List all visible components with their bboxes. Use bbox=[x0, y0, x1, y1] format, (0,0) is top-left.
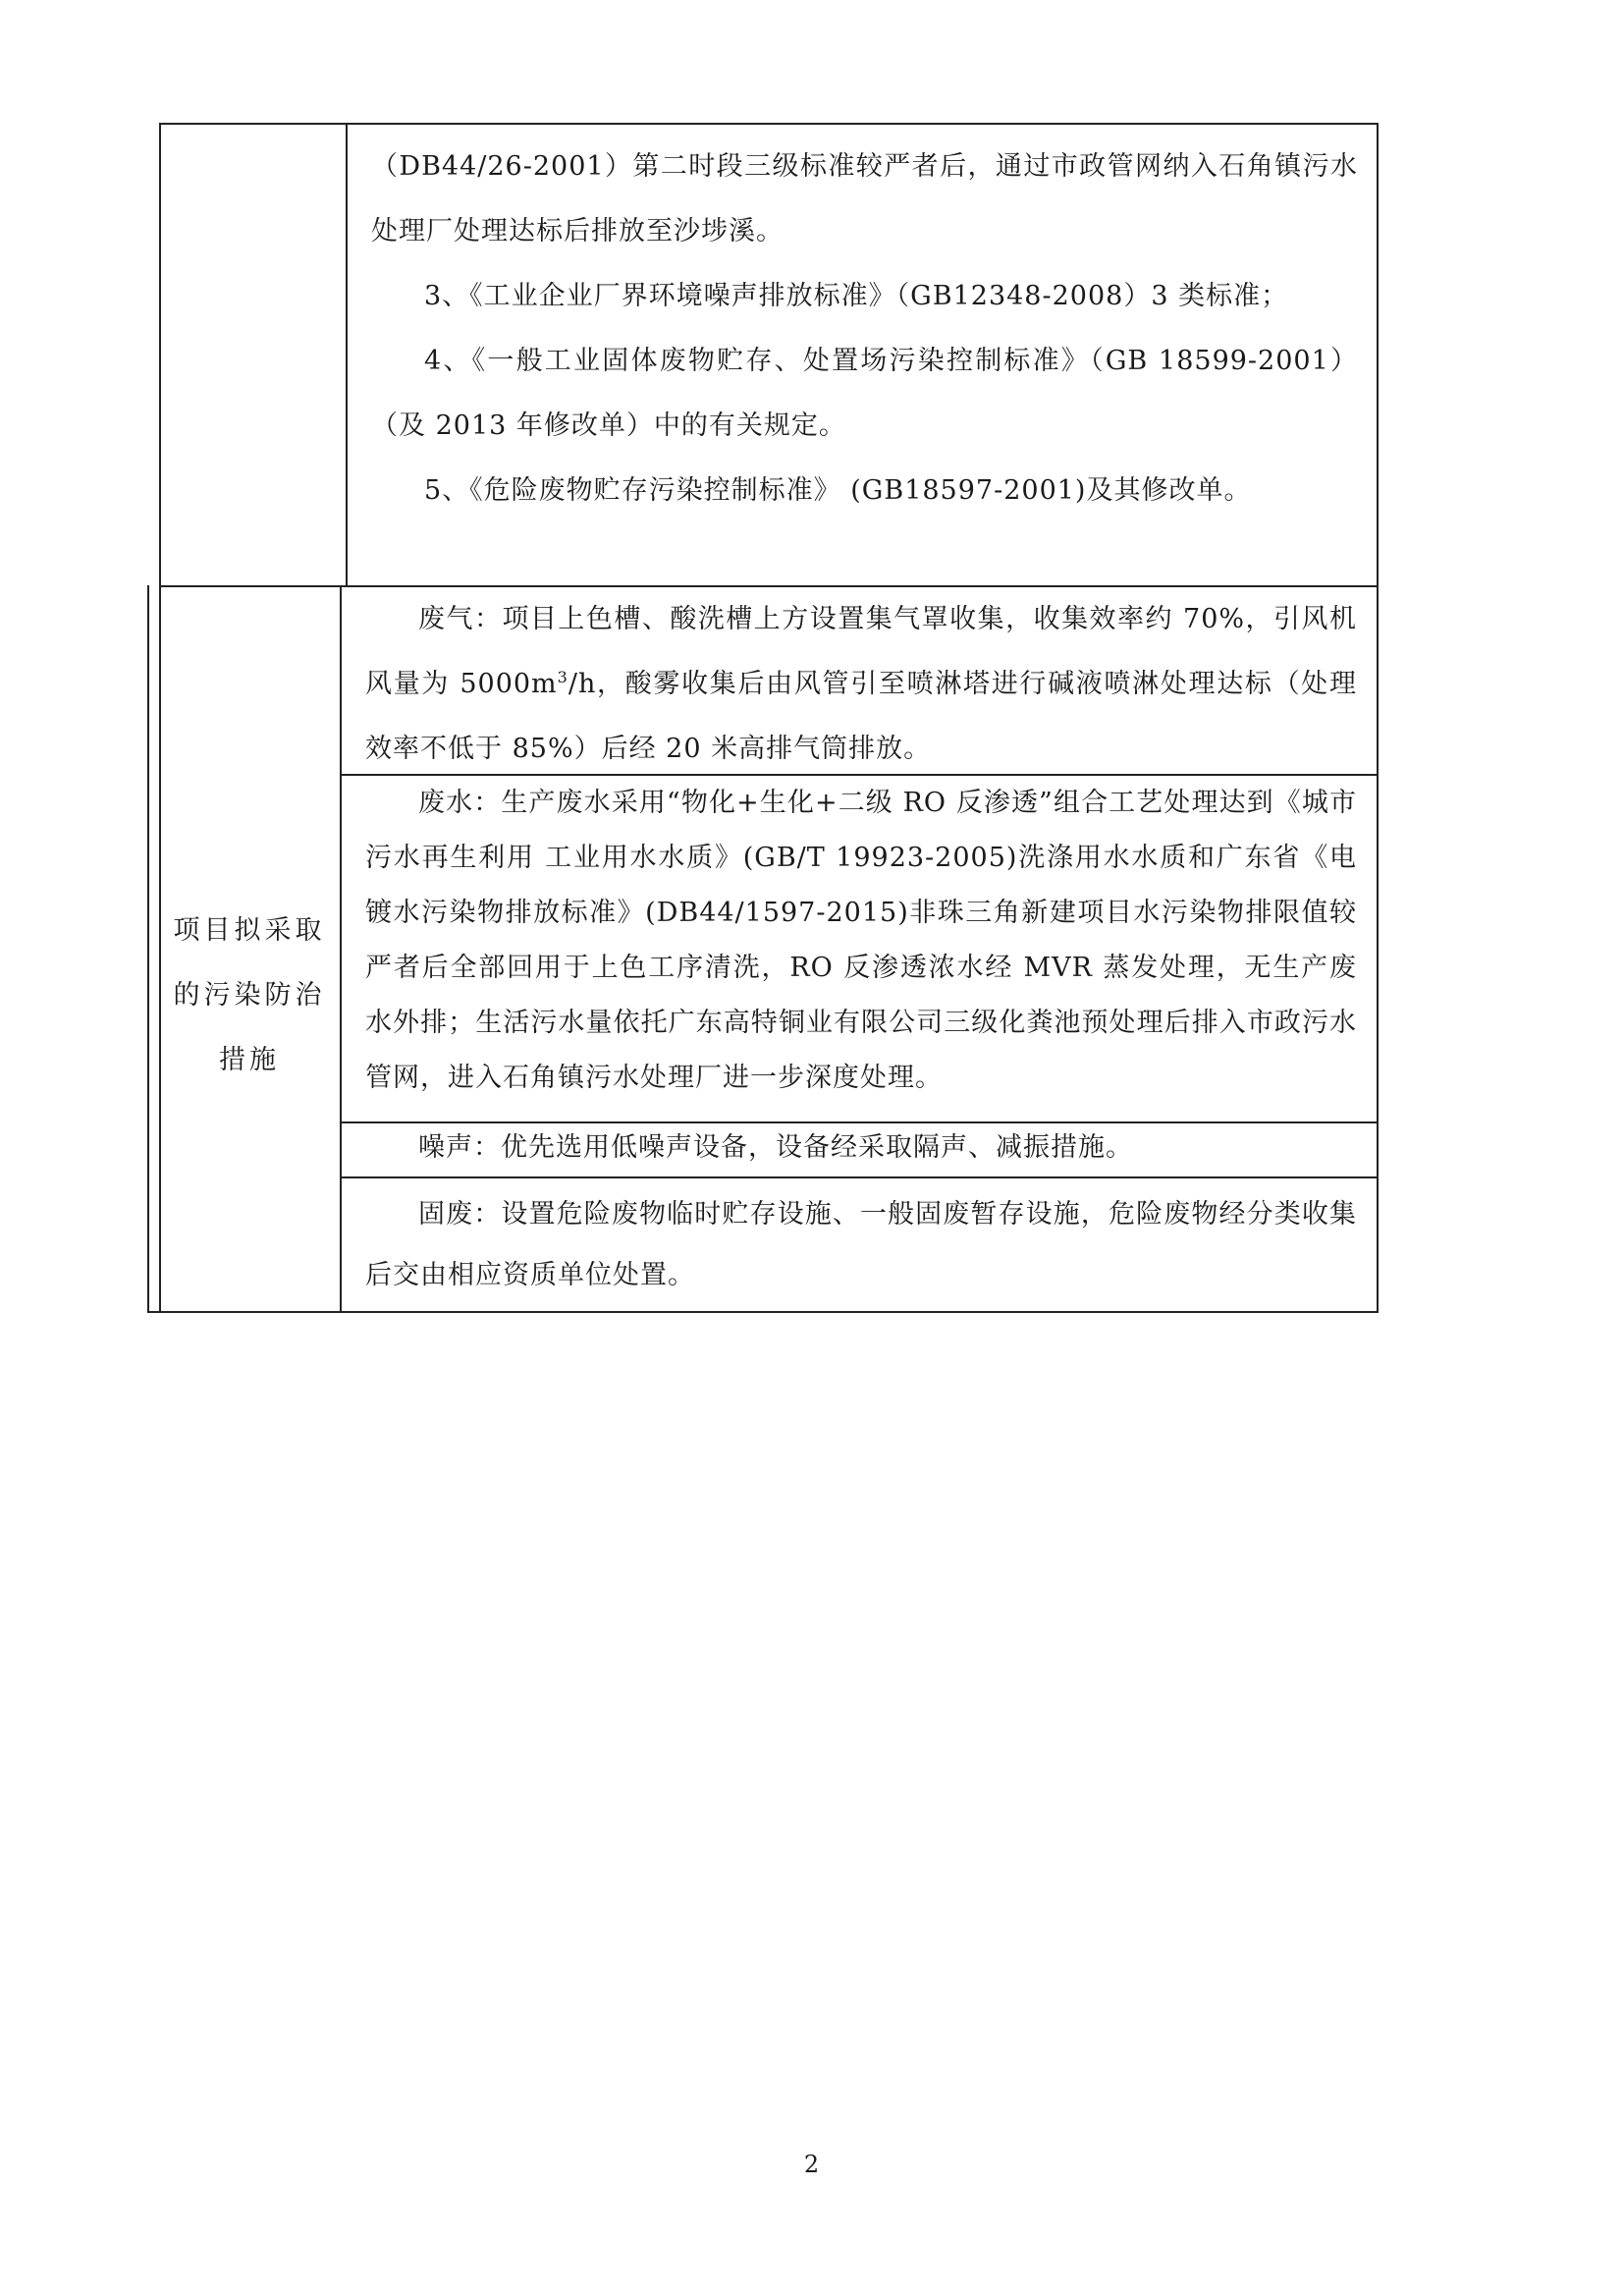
waste-water-measure bbox=[365, 776, 1357, 1106]
measures-label-line-1: 项目拟采取 bbox=[173, 915, 326, 946]
table-left-border bbox=[159, 123, 161, 1313]
standards-para-1: （DB44/26-2001）第二时段三级标准较严者后，通过市政管网纳入石角镇污水处理厂处理达标后排放至沙埗溪。 bbox=[371, 151, 1358, 246]
noise-text: 噪声：优先选用低噪声设备，设备经采取隔声、减振措施。 bbox=[418, 1132, 1133, 1163]
column-divider-upper bbox=[346, 123, 348, 586]
measures-label-line-2: 的污染防治 bbox=[173, 980, 326, 1011]
table-right-border bbox=[1377, 123, 1379, 1313]
waste-gas-text-b: /h，酸雾收集后由风管引至喷淋塔进行碱液喷淋处理达标（处理效率不低于 85%）后经 20 米高排气筒排放。 bbox=[365, 669, 1357, 764]
measures-label-line-3: 措施 bbox=[219, 1045, 280, 1075]
measures-label bbox=[161, 899, 338, 1093]
standards-para-2: 3、《工业企业厂界环境噪声排放标准》（GB12348-2008）3 类标准； bbox=[424, 281, 1289, 311]
standards-para-4: 5、《危险废物贮存污染控制标准》 (GB18597-2001)及其修改单。 bbox=[424, 475, 1252, 506]
page-number: 2 bbox=[803, 2151, 820, 2178]
table-top-border bbox=[159, 123, 1379, 125]
noise-measure bbox=[365, 1120, 1357, 1176]
standards-para-3: 4、《一般工业固体废物贮存、处置场污染控制标准》（GB 18599-2001）（及 2013 年修改单）中的有关规定。 bbox=[371, 346, 1358, 441]
waste-gas-text bbox=[365, 587, 1357, 782]
column-divider-lower bbox=[340, 585, 342, 1313]
waste-gas-measure bbox=[365, 587, 1357, 782]
standards-continuation bbox=[371, 135, 1358, 523]
solid-waste-measure bbox=[365, 1184, 1357, 1306]
table-bottom-border bbox=[147, 1311, 1379, 1313]
waste-gas-text-a: 废气：项目上色槽、酸洗槽上方设置集气罩收集，收集效率约 70%，引风机风量为 5000m bbox=[365, 604, 1357, 699]
table-left-border-lower bbox=[147, 585, 149, 1313]
waste-water-text: 废水：生产废水采用“物化+生化+二级 RO 反渗透”组合工艺处理达到《城市污水再生利用 工业用水水质》(GB/T 19923-2005)洗涤用水水质和广东省《电镀水污染物排放标准》(DB44/1597-2015)非珠三角新建项目水污染物排限值较严者后全部回用于上色工序清洗，RO 反渗透浓水经 MVR 蒸发处理，无生产废水外排；生活污水量依托广东高特铜业有限公司三级化粪池预处理后排入市政污水管网，进入石角镇污水处理厂进一步深度处理。 bbox=[365, 788, 1357, 1093]
row-divider-noise-solid bbox=[340, 1176, 1379, 1178]
solid-waste-text: 固废：设置危险废物临时贮存设施、一般固废暂存设施，危险废物经分类收集后交由相应资质单位处置。 bbox=[365, 1199, 1357, 1290]
waste-gas-sup: 3 bbox=[557, 668, 568, 686]
